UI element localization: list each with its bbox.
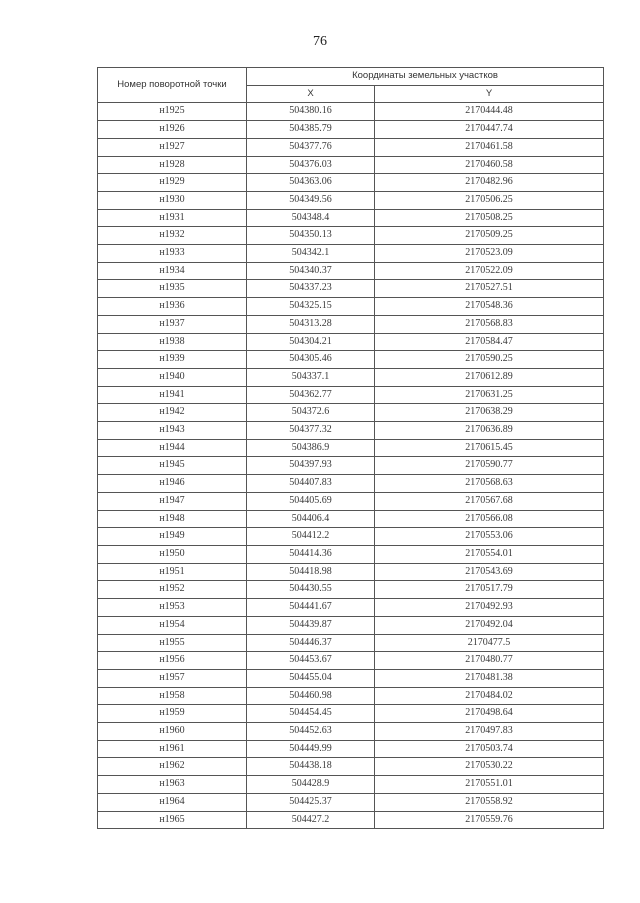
header-coordinates: Координаты земельных участков <box>247 68 604 86</box>
table-body <box>98 103 604 829</box>
page-number: 76 <box>313 34 327 49</box>
cell-x: 504376.03 <box>247 156 375 174</box>
cell-x: 504337.23 <box>247 280 375 298</box>
cell-y: 2170461.58 <box>375 138 604 156</box>
cell-y: 2170543.69 <box>375 563 604 581</box>
cell-y: 2170567.68 <box>375 492 604 510</box>
table-row <box>98 793 604 811</box>
cell-y: 2170568.63 <box>375 475 604 493</box>
table-row <box>98 528 604 546</box>
cell-y: 2170568.83 <box>375 315 604 333</box>
table-row <box>98 616 604 634</box>
cell-point-number: н1937 <box>98 315 247 333</box>
cell-y: 2170481.38 <box>375 669 604 687</box>
cell-y: 2170527.51 <box>375 280 604 298</box>
table-row <box>98 138 604 156</box>
cell-x: 504460.98 <box>247 687 375 705</box>
cell-x: 504430.55 <box>247 581 375 599</box>
cell-y: 2170506.25 <box>375 191 604 209</box>
cell-y: 2170566.08 <box>375 510 604 528</box>
cell-x: 504397.93 <box>247 457 375 475</box>
header-y: Y <box>375 85 604 103</box>
cell-point-number: н1943 <box>98 422 247 440</box>
cell-x: 504340.37 <box>247 262 375 280</box>
cell-point-number: н1933 <box>98 245 247 263</box>
cell-point-number: н1945 <box>98 457 247 475</box>
table-row <box>98 563 604 581</box>
cell-y: 2170548.36 <box>375 298 604 316</box>
cell-x: 504313.28 <box>247 315 375 333</box>
cell-point-number: н1934 <box>98 262 247 280</box>
cell-x: 504412.2 <box>247 528 375 546</box>
cell-x: 504348.4 <box>247 209 375 227</box>
table-row <box>98 262 604 280</box>
cell-point-number: н1926 <box>98 121 247 139</box>
cell-y: 2170503.74 <box>375 740 604 758</box>
table-row <box>98 368 604 386</box>
cell-point-number: н1962 <box>98 758 247 776</box>
cell-point-number: н1936 <box>98 298 247 316</box>
cell-point-number: н1929 <box>98 174 247 192</box>
table-row <box>98 457 604 475</box>
table-row <box>98 492 604 510</box>
cell-point-number: н1925 <box>98 103 247 121</box>
table-row <box>98 103 604 121</box>
cell-x: 504380.16 <box>247 103 375 121</box>
cell-point-number: н1957 <box>98 669 247 687</box>
cell-point-number: н1954 <box>98 616 247 634</box>
table-row <box>98 245 604 263</box>
table-row <box>98 315 604 333</box>
cell-y: 2170559.76 <box>375 811 604 829</box>
cell-point-number: н1932 <box>98 227 247 245</box>
cell-point-number: н1952 <box>98 581 247 599</box>
cell-y: 2170484.02 <box>375 687 604 705</box>
table-row <box>98 687 604 705</box>
table-row <box>98 669 604 687</box>
cell-x: 504439.87 <box>247 616 375 634</box>
cell-point-number: н1935 <box>98 280 247 298</box>
table-row <box>98 599 604 617</box>
table-row <box>98 475 604 493</box>
cell-y: 2170636.89 <box>375 422 604 440</box>
cell-x: 504446.37 <box>247 634 375 652</box>
cell-y: 2170590.25 <box>375 351 604 369</box>
table-row <box>98 581 604 599</box>
table-row <box>98 422 604 440</box>
cell-x: 504406.4 <box>247 510 375 528</box>
cell-point-number: н1928 <box>98 156 247 174</box>
cell-y: 2170460.58 <box>375 156 604 174</box>
cell-y: 2170492.93 <box>375 599 604 617</box>
cell-point-number: н1950 <box>98 545 247 563</box>
cell-point-number: н1964 <box>98 793 247 811</box>
cell-y: 2170523.09 <box>375 245 604 263</box>
cell-y: 2170558.92 <box>375 793 604 811</box>
cell-point-number: н1963 <box>98 776 247 794</box>
cell-y: 2170522.09 <box>375 262 604 280</box>
table-row <box>98 298 604 316</box>
table-row <box>98 351 604 369</box>
cell-y: 2170508.25 <box>375 209 604 227</box>
cell-x: 504377.32 <box>247 422 375 440</box>
cell-x: 504337.1 <box>247 368 375 386</box>
cell-point-number: н1947 <box>98 492 247 510</box>
table-row <box>98 121 604 139</box>
cell-point-number: н1953 <box>98 599 247 617</box>
cell-y: 2170509.25 <box>375 227 604 245</box>
cell-x: 504455.04 <box>247 669 375 687</box>
table-row <box>98 634 604 652</box>
header-x: X <box>247 85 375 103</box>
table-row <box>98 191 604 209</box>
cell-y: 2170554.01 <box>375 545 604 563</box>
cell-x: 504363.06 <box>247 174 375 192</box>
cell-point-number: н1930 <box>98 191 247 209</box>
cell-x: 504349.56 <box>247 191 375 209</box>
cell-x: 504454.45 <box>247 705 375 723</box>
table-row <box>98 510 604 528</box>
cell-y: 2170517.79 <box>375 581 604 599</box>
cell-y: 2170584.47 <box>375 333 604 351</box>
cell-x: 504305.46 <box>247 351 375 369</box>
cell-point-number: н1951 <box>98 563 247 581</box>
table-row <box>98 174 604 192</box>
cell-point-number: н1956 <box>98 652 247 670</box>
cell-y: 2170615.45 <box>375 439 604 457</box>
cell-point-number: н1942 <box>98 404 247 422</box>
cell-point-number: н1927 <box>98 138 247 156</box>
cell-y: 2170480.77 <box>375 652 604 670</box>
table-row <box>98 705 604 723</box>
cell-point-number: н1940 <box>98 368 247 386</box>
cell-point-number: н1938 <box>98 333 247 351</box>
cell-x: 504405.69 <box>247 492 375 510</box>
cell-point-number: н1931 <box>98 209 247 227</box>
cell-x: 504342.1 <box>247 245 375 263</box>
cell-x: 504452.63 <box>247 723 375 741</box>
cell-y: 2170612.89 <box>375 368 604 386</box>
table-row <box>98 545 604 563</box>
coordinates-table <box>97 67 604 829</box>
table-row <box>98 280 604 298</box>
cell-x: 504425.37 <box>247 793 375 811</box>
cell-point-number: н1958 <box>98 687 247 705</box>
table-row <box>98 740 604 758</box>
cell-point-number: н1946 <box>98 475 247 493</box>
cell-point-number: н1941 <box>98 386 247 404</box>
cell-x: 504427.2 <box>247 811 375 829</box>
cell-y: 2170590.77 <box>375 457 604 475</box>
cell-point-number: н1959 <box>98 705 247 723</box>
cell-x: 504325.15 <box>247 298 375 316</box>
cell-x: 504350.13 <box>247 227 375 245</box>
table-row <box>98 776 604 794</box>
cell-point-number: н1948 <box>98 510 247 528</box>
table-row <box>98 386 604 404</box>
cell-y: 2170477.5 <box>375 634 604 652</box>
table-row <box>98 227 604 245</box>
cell-x: 504362.77 <box>247 386 375 404</box>
header-point-number: Номер поворотной точки <box>98 68 247 103</box>
cell-y: 2170553.06 <box>375 528 604 546</box>
cell-x: 504372.6 <box>247 404 375 422</box>
cell-y: 2170638.29 <box>375 404 604 422</box>
table-row <box>98 758 604 776</box>
cell-x: 504453.67 <box>247 652 375 670</box>
cell-x: 504428.9 <box>247 776 375 794</box>
cell-y: 2170447.74 <box>375 121 604 139</box>
cell-point-number: н1961 <box>98 740 247 758</box>
cell-y: 2170497.83 <box>375 723 604 741</box>
cell-x: 504414.36 <box>247 545 375 563</box>
table-row <box>98 404 604 422</box>
cell-point-number: н1960 <box>98 723 247 741</box>
cell-y: 2170631.25 <box>375 386 604 404</box>
cell-x: 504377.76 <box>247 138 375 156</box>
cell-x: 504407.83 <box>247 475 375 493</box>
table-row <box>98 209 604 227</box>
cell-y: 2170498.64 <box>375 705 604 723</box>
cell-x: 504386.9 <box>247 439 375 457</box>
cell-point-number: н1939 <box>98 351 247 369</box>
cell-x: 504418.98 <box>247 563 375 581</box>
cell-point-number: н1949 <box>98 528 247 546</box>
table-row <box>98 333 604 351</box>
cell-x: 504438.18 <box>247 758 375 776</box>
cell-y: 2170444.48 <box>375 103 604 121</box>
table-row <box>98 811 604 829</box>
cell-point-number: н1955 <box>98 634 247 652</box>
cell-y: 2170530.22 <box>375 758 604 776</box>
table-row <box>98 652 604 670</box>
cell-y: 2170551.01 <box>375 776 604 794</box>
cell-y: 2170492.04 <box>375 616 604 634</box>
table-row <box>98 723 604 741</box>
cell-point-number: н1944 <box>98 439 247 457</box>
cell-x: 504449.99 <box>247 740 375 758</box>
cell-x: 504385.79 <box>247 121 375 139</box>
cell-y: 2170482.96 <box>375 174 604 192</box>
cell-x: 504441.67 <box>247 599 375 617</box>
table-row <box>98 439 604 457</box>
cell-point-number: н1965 <box>98 811 247 829</box>
table-row <box>98 156 604 174</box>
cell-x: 504304.21 <box>247 333 375 351</box>
